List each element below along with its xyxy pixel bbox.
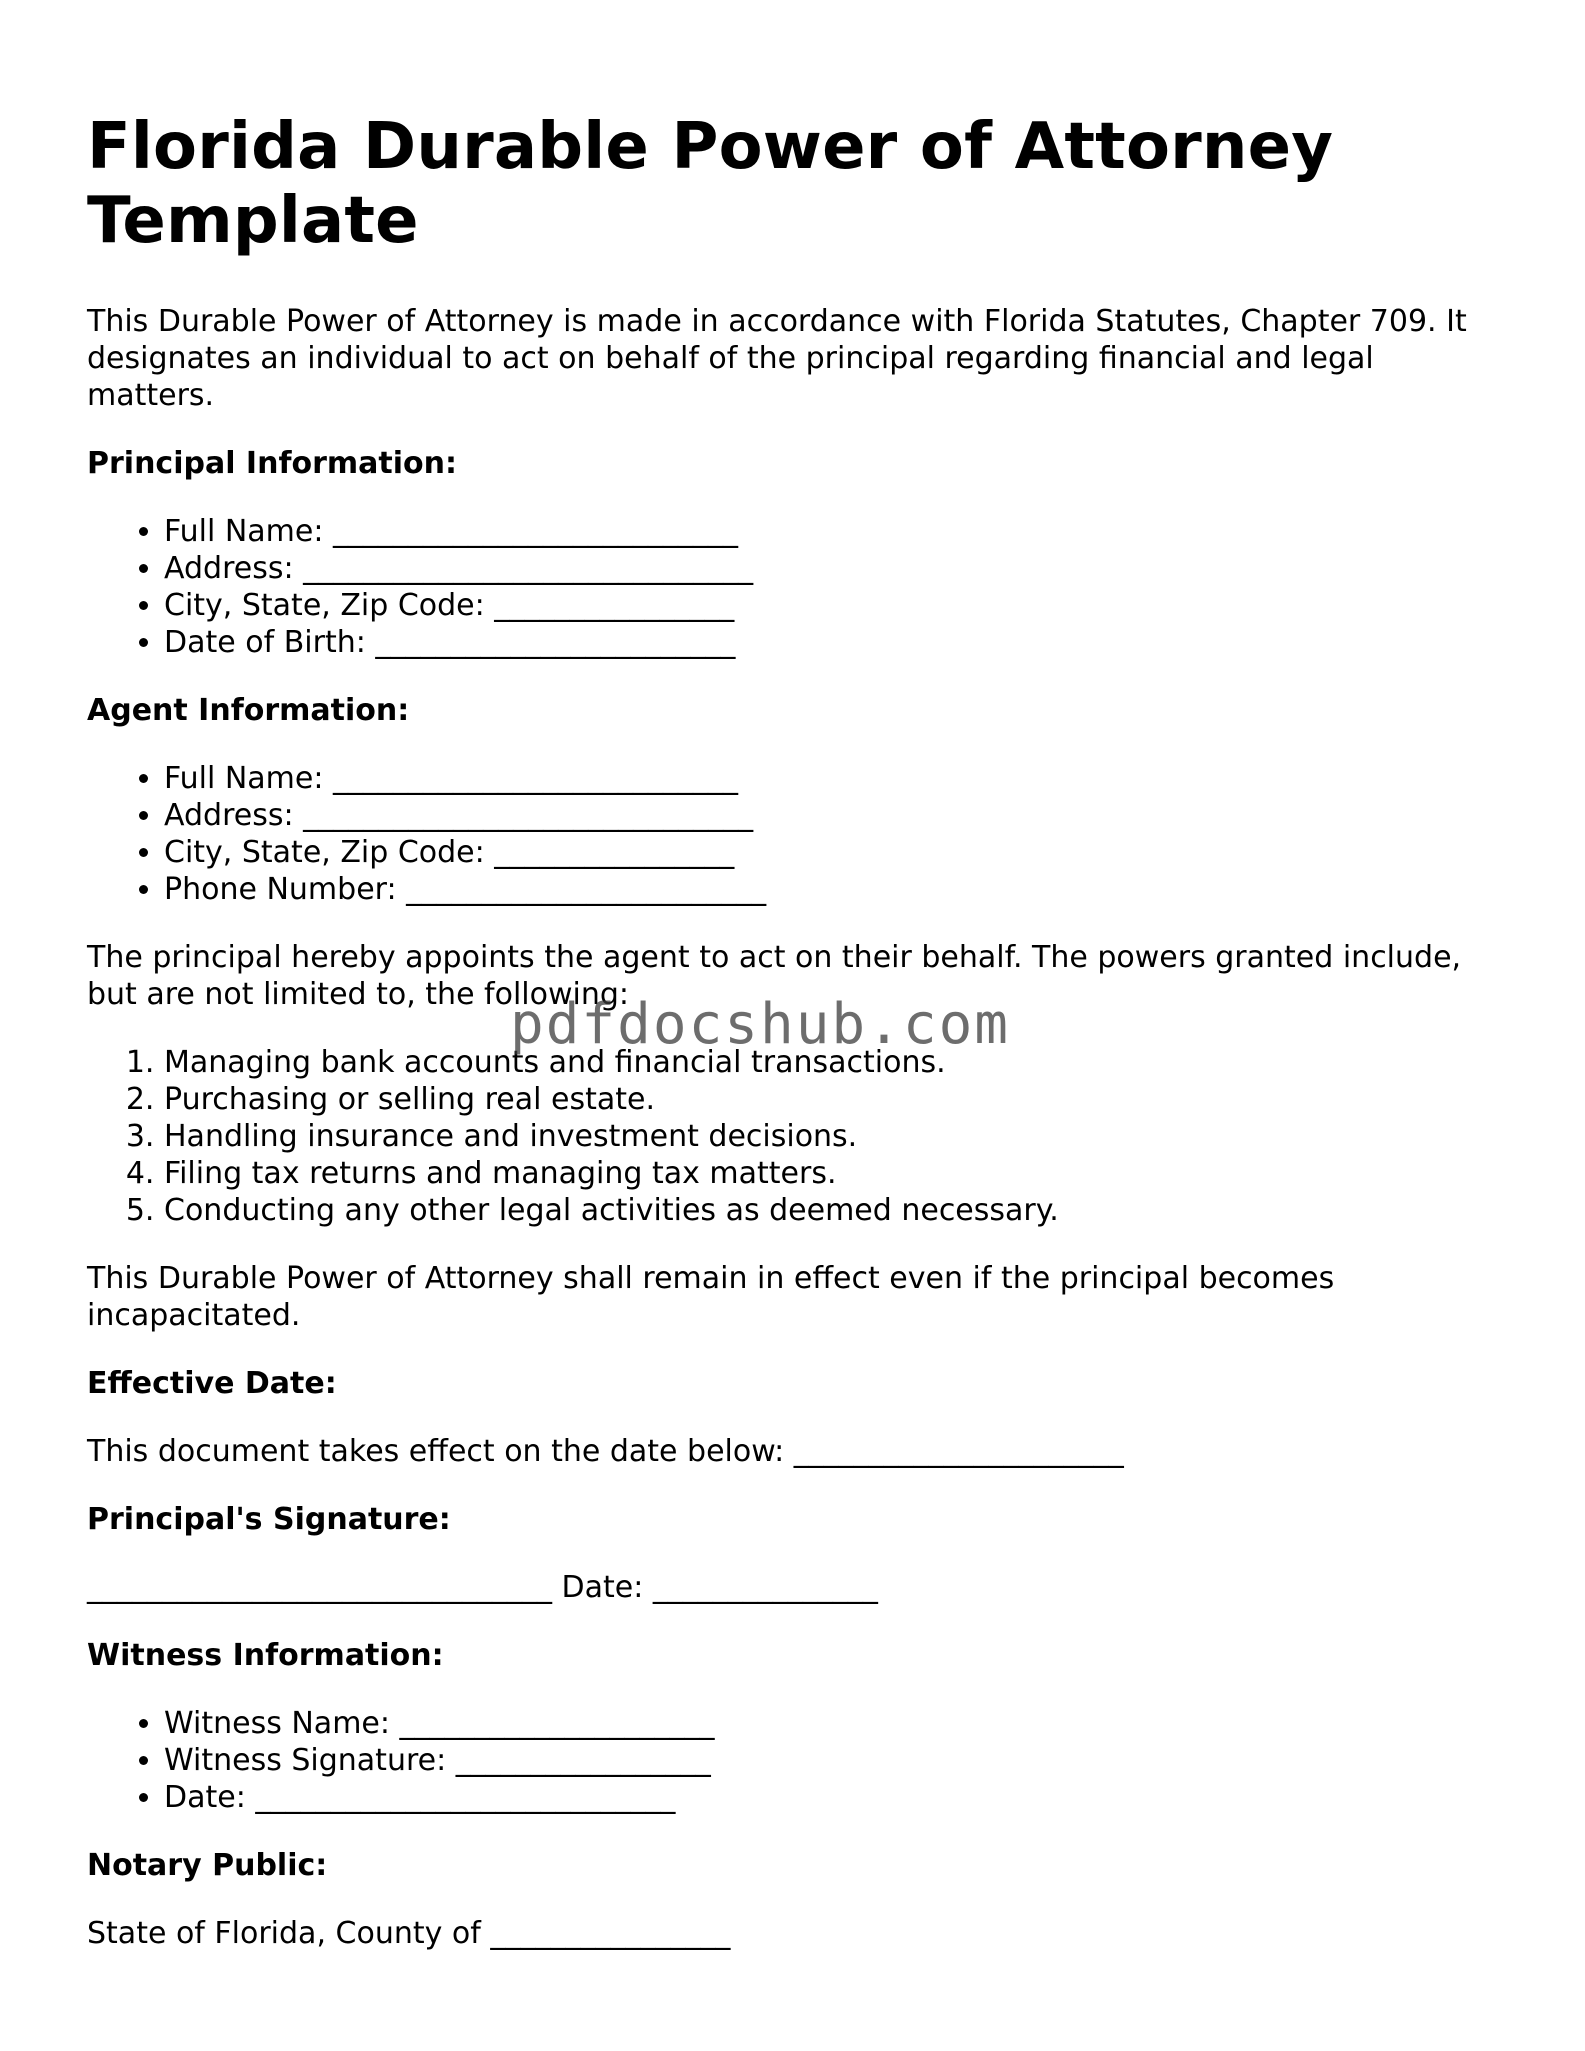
notary-heading: Notary Public:	[87, 1848, 328, 1883]
agent-address-field: • Address: ______________________________	[164, 797, 1507, 834]
power-item: 3. Handling insurance and investment decisions.	[164, 1118, 1507, 1155]
principal-signature-line: _______________________________ Date: _______________	[87, 1570, 878, 1605]
principal-signature-heading: Principal's Signature:	[87, 1502, 451, 1537]
principal-heading: Principal Information:	[87, 446, 458, 481]
agent-full-name-field: • Full Name: ___________________________	[164, 760, 1507, 797]
principal-city-state-zip-field: • City, State, Zip Code: ________________	[164, 587, 1507, 624]
powers-list	[87, 1044, 1507, 1229]
power-item: 5. Conducting any other legal activities as deemed necessary.	[164, 1192, 1507, 1229]
intro-paragraph: This Durable Power of Attorney is made in accordance with Florida Statutes, Chapter 709. It designates an individual to act on behalf of the principal regarding financial and legal matters.	[87, 304, 1467, 413]
witness-name-field: • Witness Name: _____________________	[164, 1705, 1507, 1742]
witness-fields-list	[87, 1705, 1507, 1816]
principal-dob-field: • Date of Birth: ________________________	[164, 624, 1507, 661]
agent-phone-field: • Phone Number: ________________________	[164, 871, 1507, 908]
document-title: Florida Durable Power of Attorney Template	[87, 110, 1334, 258]
principal-address-field: • Address: ______________________________	[164, 550, 1507, 587]
agent-city-state-zip-field: • City, State, Zip Code: ________________	[164, 834, 1507, 871]
effective-date-heading: Effective Date:	[87, 1366, 337, 1401]
witness-signature-field: • Witness Signature: _________________	[164, 1742, 1507, 1779]
power-item: 2. Purchasing or selling real estate.	[164, 1081, 1507, 1118]
durability-paragraph: This Durable Power of Attorney shall remain in effect even if the principal becomes incapacitated.	[87, 1261, 1335, 1333]
document-page	[87, 110, 1507, 1983]
principal-full-name-field: • Full Name: ___________________________	[164, 513, 1507, 550]
power-item: 1. Managing bank accounts and financial transactions.	[164, 1044, 1507, 1081]
notary-county-line: State of Florida, County of ________________	[87, 1916, 731, 1951]
witness-heading: Witness Information:	[87, 1638, 444, 1673]
power-item: 4. Filing tax returns and managing tax matters.	[164, 1155, 1507, 1192]
watermark-text: pdfdocshub.com	[510, 992, 1011, 1057]
witness-date-field: • Date: ____________________________	[164, 1779, 1507, 1816]
agent-heading: Agent Information:	[87, 693, 410, 728]
effective-date-text: This document takes effect on the date below: ______________________	[87, 1434, 1124, 1469]
powers-intro-paragraph: The principal hereby appoints the agent to act on their behalf. The powers granted include, but are not limited to, the following:	[87, 940, 1462, 1012]
principal-fields-list	[87, 513, 1507, 661]
agent-fields-list	[87, 760, 1507, 908]
